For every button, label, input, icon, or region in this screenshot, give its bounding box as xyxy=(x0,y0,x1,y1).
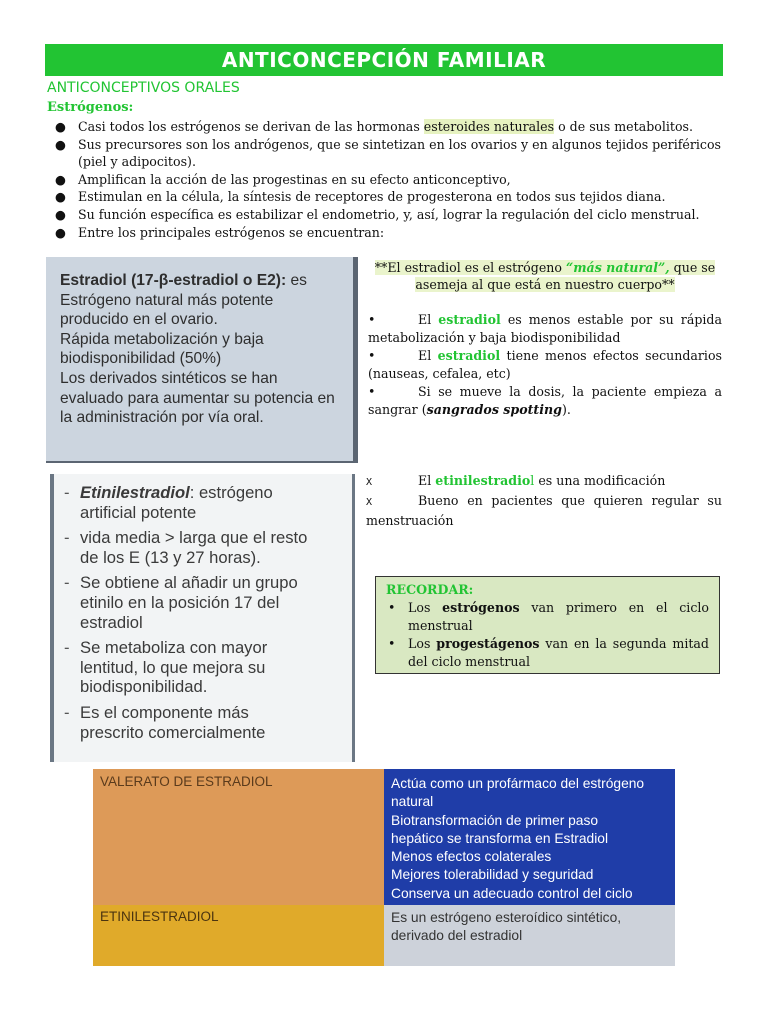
subheading-estrogenos: Estrógenos: xyxy=(47,100,134,115)
natural-estradiol-note: **El estradiol es el estrógeno “más natural”, que se asemeja al que está en nuestro cuerpo** xyxy=(374,260,716,292)
estradiol-image-panel xyxy=(46,257,358,463)
panel-line: biodisponibilidad (50%) xyxy=(60,350,222,368)
panel-item: - vida media > larga que el resto de los E (13 y 27 horas). xyxy=(64,528,308,567)
table-cell-etinilestradiol-desc: Es un estrógeno esteroídico sintético, derivado del estradiol xyxy=(384,905,675,966)
panel-item: - Etinilestradiol: estrógeno artificial potente xyxy=(64,483,273,522)
list-item: • Si se mueve la dosis, la paciente empieza a sangrar (sangrados spotting). xyxy=(368,384,722,417)
table-cell-valerato-name: VALERATO DE ESTRADIOL xyxy=(93,769,384,905)
page-title: ANTICONCEPCIÓN FAMILIAR xyxy=(221,48,547,72)
recordar-box xyxy=(375,576,720,674)
list-item: • Los progestágenos van en la segunda mitad del ciclo menstrual xyxy=(388,636,709,669)
panel-heading: Estradiol (17-β-estradiol o E2): es xyxy=(60,272,307,289)
list-item: ● Amplifican la acción de las progestinas en su efecto anticonceptivo, xyxy=(55,171,511,187)
list-item: ● Casi todos los estrógenos se derivan de las hormonas esteroides naturales o de sus metabolitos. xyxy=(55,119,694,134)
estrogen-bullet-list xyxy=(55,118,725,241)
list-item: • El estradiol es menos estable por su rápida metabolización y baja biodisponibilidad xyxy=(368,312,722,345)
etinilestradiol-image-panel xyxy=(50,474,355,762)
drug-comparison-table xyxy=(93,769,675,966)
estradiol-points xyxy=(368,311,722,419)
panel-line: la administración por vía oral. xyxy=(60,409,264,427)
recordar-heading: RECORDAR: xyxy=(386,582,474,597)
panel-line: evaluado para aumentar su potencia en xyxy=(60,389,335,407)
panel-line: Estrógeno natural más potente xyxy=(60,291,274,309)
panel-item: - Se metaboliza con mayor lentitud, lo que mejora su biodisponibilidad. xyxy=(64,638,268,697)
title-bar xyxy=(45,44,723,76)
list-item: • El estradiol tiene menos efectos secundarios (nauseas, cefalea, etc) xyxy=(368,348,723,381)
list-item: ● Su función específica es estabilizar el endometrio, y, así, lograr la regulación del ciclo menstrual. xyxy=(55,206,700,222)
table-cell-etinilestradiol-name: ETINILESTRADIOL xyxy=(93,905,384,966)
section-heading: ANTICONCEPTIVOS ORALES xyxy=(47,80,240,96)
recordar-list xyxy=(386,599,709,671)
list-item: ● Entre los principales estrógenos se encuentran: xyxy=(55,224,385,240)
list-item: X El etinilestradiol es una modificación xyxy=(366,473,666,488)
list-item: ● Estimulan en la célula, la síntesis de receptores de progesterona en todos sus tejidos diana. xyxy=(55,189,666,205)
panel-line: Los derivados sintéticos se han xyxy=(60,369,278,387)
highlighted-term: esteroides naturales xyxy=(423,119,555,134)
table-cell-valerato-desc: Actúa como un profármaco del estrógeno natural Biotransformación de primer paso hepático se transforma en Estradiol Menos efectos colaterales Mejores tolerabilidad y seguridad Conserva un adecuado control del ciclo xyxy=(384,769,675,905)
natural-emphasis: “más natural”, xyxy=(565,260,670,275)
list-item: ● Sus precursores son los andrógenos, que se sintetizan en los ovarios y en algunos tejidos periféricos (piel y adipocitos). xyxy=(55,136,721,170)
panel-item: - Es el componente más prescrito comercialmente xyxy=(64,702,266,742)
etinilestradiol-points xyxy=(366,472,722,530)
panel-item: - Se obtiene al añadir un grupo etinilo en la posición 17 del estradiol xyxy=(64,573,298,632)
list-item: • Los estrógenos van primero en el ciclo menstrual xyxy=(388,600,709,633)
list-item: X Bueno en pacientes que quieren regular su menstruación xyxy=(366,493,722,528)
panel-line: Rápida metabolización y baja xyxy=(60,330,264,348)
panel-line: producido en el ovario. xyxy=(60,311,218,329)
